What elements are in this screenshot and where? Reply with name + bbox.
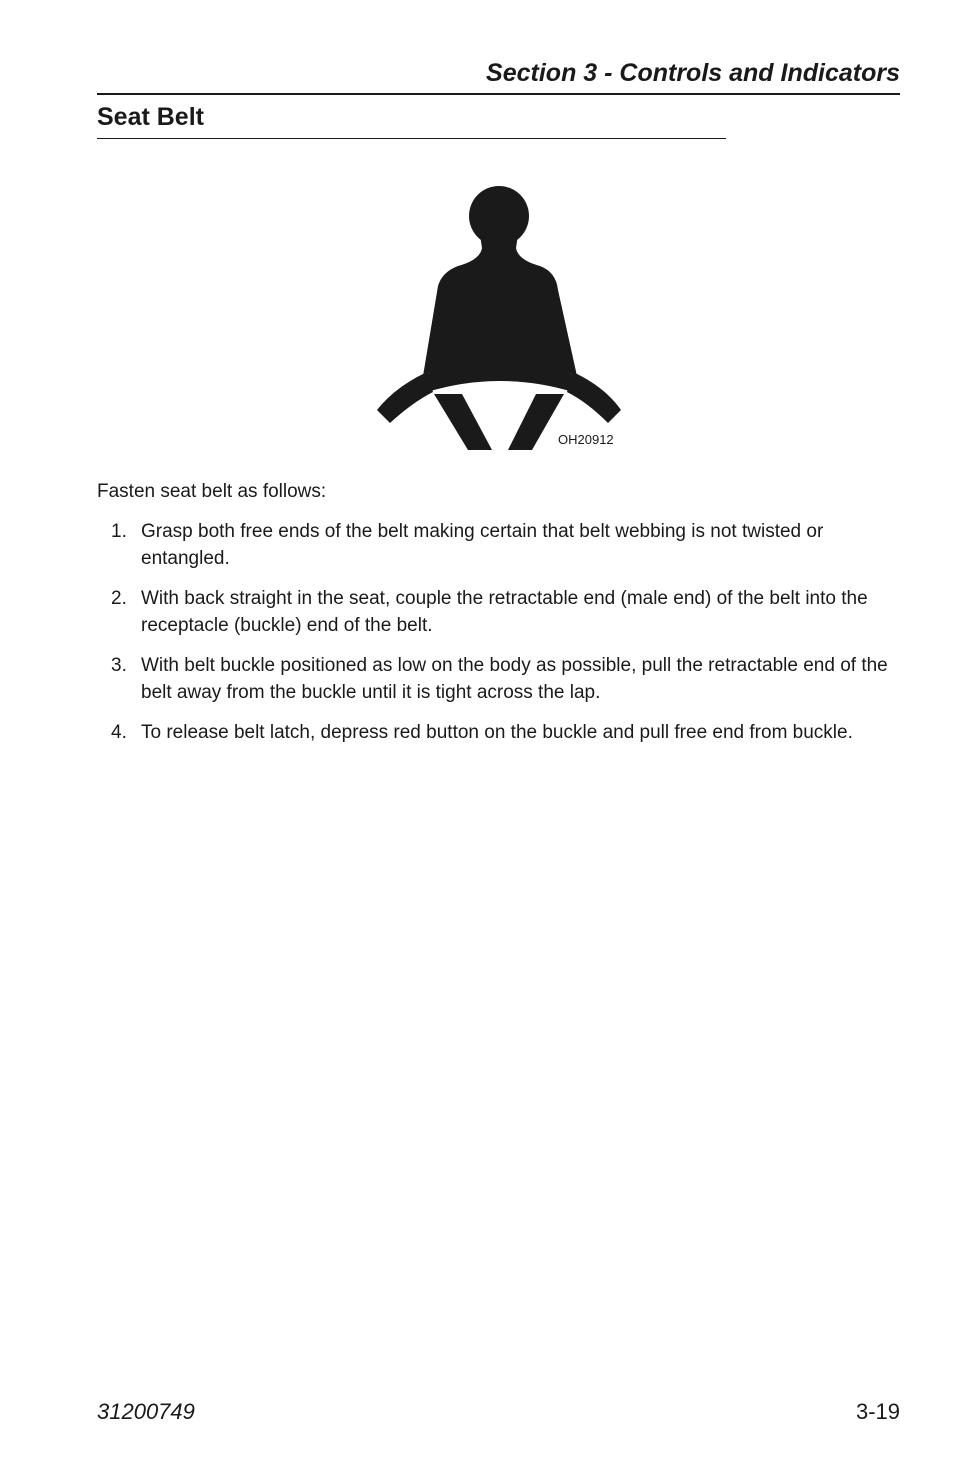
topic-title: Seat Belt bbox=[97, 103, 204, 131]
topic-heading bbox=[97, 101, 726, 139]
belt-lower-left bbox=[434, 394, 492, 450]
step-text: With belt buckle positioned as low on the body as possible, pull the retractable end of the belt away from the buckle until it is tight across the lap. bbox=[141, 655, 888, 703]
step-number: 3. bbox=[111, 655, 127, 676]
belt-lower-right bbox=[508, 394, 564, 450]
step-text: Grasp both free ends of the belt making certain that belt webbing is not twisted or entangled. bbox=[141, 521, 824, 569]
step-item bbox=[97, 519, 907, 572]
seat-belt-icon bbox=[370, 180, 630, 455]
belt-right-arc bbox=[567, 372, 621, 423]
document-number: 31200749 bbox=[97, 1399, 195, 1424]
section-title: Section 3 - Controls and Indicators bbox=[486, 59, 900, 87]
intro-text: Fasten seat belt as follows: bbox=[97, 481, 327, 502]
step-number: 1. bbox=[111, 521, 127, 542]
section-header bbox=[97, 56, 900, 95]
step-text: To release belt latch, depress red button on the buckle and pull free end from buckle. bbox=[141, 722, 853, 743]
step-number: 4. bbox=[111, 722, 127, 743]
step-item bbox=[97, 720, 907, 747]
steps-list bbox=[97, 519, 907, 761]
step-item bbox=[97, 653, 907, 706]
torso-shape bbox=[423, 235, 577, 376]
seat-belt-figure bbox=[370, 180, 630, 455]
step-number: 2. bbox=[111, 588, 127, 609]
step-text: With back straight in the seat, couple the retractable end (male end) of the belt into the receptacle (buckle) end of the belt. bbox=[141, 588, 868, 636]
step-item bbox=[97, 586, 907, 639]
figure-code: OH20912 bbox=[558, 432, 614, 447]
page-number: 3-19 bbox=[855, 1399, 900, 1424]
